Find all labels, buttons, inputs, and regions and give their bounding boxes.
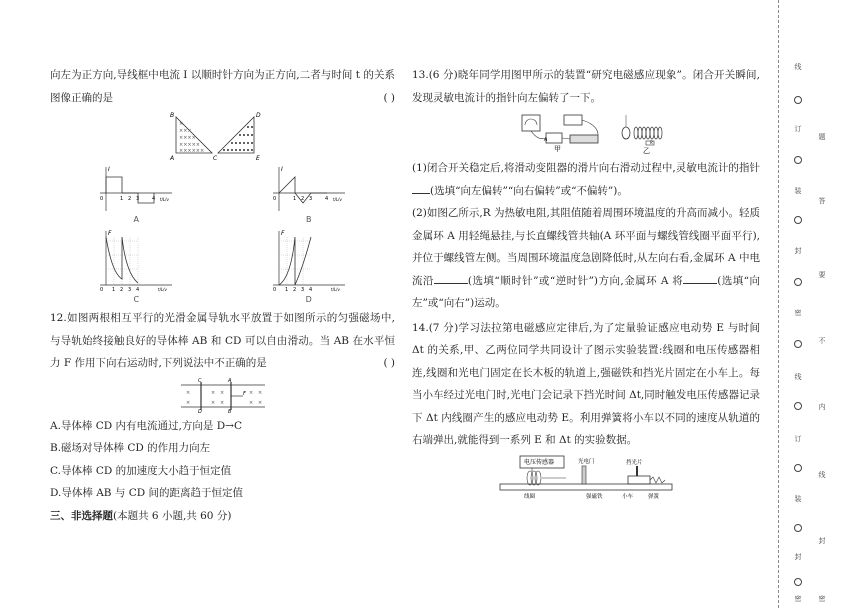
q11-bracket: ( ) [383, 91, 395, 104]
svg-text:A: A [227, 377, 231, 384]
binding-circle-icon [794, 524, 802, 532]
q12-option-d: D.导体棒 AB 与 CD 间的距离趋于恒定值 [50, 487, 243, 499]
svg-text:3: 3 [128, 287, 132, 293]
section-3-heading: 三、非选择题(本题共 6 小题,共 60 分) [50, 509, 232, 522]
q11-graph-a [96, 163, 176, 225]
q14-figure [412, 454, 760, 500]
svg-text:××××: ×××× [178, 135, 196, 141]
svg-text:弹簧: 弹簧 [648, 493, 660, 500]
svg-text:t/L/v: t/L/v [160, 197, 170, 202]
svg-text:×: × [210, 399, 215, 406]
q13-blank-1[interactable] [412, 183, 430, 194]
q12-text: 12.如图两根相互平行的光滑金属导轨水平放置于如图所示的匀强磁场中,与导轨始终接触良好的导体棒 AB 和 CD 可以自由滑动。当 AB 在水平恒力 F 作用下向右运动时,下列说法中不正确的是 ( ) [50, 307, 395, 375]
svg-text:R: R [650, 140, 653, 145]
q11-label-e: E [255, 155, 260, 161]
svg-text:×: × [210, 389, 215, 396]
svg-text:4: 4 [136, 287, 140, 293]
q12-figure [50, 377, 395, 413]
svg-text:挡光片: 挡光片 [626, 459, 643, 466]
svg-text:2: 2 [120, 287, 124, 293]
q11-graphs-row-1 [50, 163, 395, 225]
svg-text:×: × [178, 121, 183, 127]
svg-text:4: 4 [324, 196, 328, 202]
svg-text:0: 0 [100, 287, 104, 293]
binding-circle-icon [794, 96, 802, 104]
svg-text:1: 1 [120, 196, 124, 202]
q11-label-a: A [169, 155, 174, 161]
binding-circle-icon [794, 216, 802, 224]
q11-graph-c-letter: C [133, 295, 140, 304]
svg-text:×: × [257, 389, 262, 396]
svg-text:I: I [108, 166, 111, 173]
svg-text:1: 1 [292, 196, 296, 202]
svg-text:2: 2 [292, 287, 296, 293]
svg-text:D: D [197, 408, 202, 413]
svg-text:4: 4 [308, 287, 312, 293]
q14-text: 14.(7 分)学习法拉第电磁感应定律后,为了定量验证感应电动势 E 与时间 Δt 的关系,甲、乙两位同学共同设计了图示实验装置:线圈和电压传感器相连,线圈和光电门固定在长木板的轨道上,强磁铁和挡光片固定在小车上。每当小车经过光电门时,光电门会记录下挡光时间 Δt,同时触发电压传感器记录下 Δt 内线圈产生的感应电动势 E。利用弹簧将小车以不同的速度从轨道的右端弹出,就能得到一系列 E 和 Δt 的实验数据。 [412, 321, 760, 446]
left-column [50, 64, 395, 527]
binding-circle-icon [794, 340, 802, 348]
svg-text:0: 0 [272, 287, 276, 293]
q13-intro: 13.(6 分)晓年同学用图甲所示的装置“研究电磁感应现象”。闭合开关瞬间,发现灵敏电流计的指针向左偏转了一下。 [412, 69, 760, 104]
svg-text:1: 1 [112, 287, 116, 293]
warning-column: 题 答 要 不 内 线 封 密 [818, 133, 826, 603]
svg-text:强磁铁: 强磁铁 [586, 493, 603, 500]
svg-text:×××: ××× [178, 128, 192, 134]
binding-circle-icon [794, 156, 802, 164]
svg-text:B: B [227, 408, 231, 413]
svg-text:4: 4 [152, 196, 156, 202]
q11-graph-a-letter: A [133, 215, 139, 224]
svg-text:线圈: 线圈 [524, 493, 536, 500]
q11-graphs-row-2 [50, 227, 395, 305]
svg-text:1: 1 [284, 287, 288, 293]
q13-part-1: (1)闭合开关稳定后,将滑动变阻器的滑片向右滑动过程中,灵敏电流计的指针(选填“向左偏转”“向右偏转”或“不偏转”)。 [412, 162, 760, 197]
svg-text:2: 2 [128, 196, 132, 202]
svg-text:××××××: ×××××× [178, 148, 204, 154]
q13-figure [412, 111, 760, 155]
q11-label-b: B [169, 112, 174, 119]
binding-column: 线 订 装 封 密 线 订 装 封 密 [794, 63, 802, 603]
q13-blank-2[interactable] [434, 273, 468, 284]
svg-text:×: × [219, 399, 224, 406]
q11-label-c: C [212, 155, 217, 161]
svg-text:×××××: ××××× [178, 142, 200, 148]
svg-text:F: F [280, 230, 285, 237]
svg-text:F: F [242, 390, 246, 397]
binding-circle-icon [794, 402, 802, 410]
q11-figure [50, 111, 395, 161]
svg-text:光电门: 光电门 [578, 458, 595, 465]
svg-text:t/L/v: t/L/v [330, 287, 340, 292]
svg-text:3: 3 [308, 196, 312, 202]
q13-part-2: (2)如图乙所示,R 为热敏电阻,其阻值随着周围环境温度的升高而减小。轻质金属环 A 用轻绳悬挂,与长直螺线管共轴(A 环平面与螺线管线圈平面平行),并位于螺线管左侧。当周围环境温度急剧降低时,从左向右看,金属环 A 中电流沿 (选填“顺时针”或“逆时针”)方向,金属环 A 将 (选填“向左”或“向右”)运动。 [412, 207, 760, 309]
svg-text:0: 0 [272, 196, 276, 202]
svg-text:0: 0 [100, 196, 104, 202]
q12-bracket: ( ) [383, 357, 395, 369]
svg-text:×: × [185, 389, 190, 396]
right-column [412, 64, 760, 502]
q11-graph-b-letter: B [306, 215, 312, 224]
svg-text:×: × [185, 399, 190, 406]
svg-text:F: F [108, 230, 112, 237]
q11-graph-c [96, 227, 176, 305]
svg-text:×: × [248, 399, 253, 406]
svg-text:3: 3 [136, 196, 140, 202]
svg-text:t/L/v: t/L/v [158, 287, 168, 292]
binding-circle-icon [794, 464, 802, 472]
q12-option-b: B.磁场对导体棒 CD 的作用力向左 [50, 442, 211, 454]
binding-circle-icon [794, 278, 802, 286]
svg-text:2: 2 [300, 196, 304, 202]
svg-text:×: × [248, 389, 253, 396]
svg-text:×: × [257, 399, 262, 406]
q12-option-a: A.导体棒 CD 内有电流通过,方向是 D→C [50, 419, 242, 432]
q11-graph-b [269, 163, 349, 225]
q11-graph-d [269, 227, 349, 305]
q11-graph-d-letter: D [305, 295, 312, 304]
svg-text:3: 3 [300, 287, 304, 293]
q11-text: 向左为正方向,导线框中电流 I 以顺时针方向为正方向,二者与时间 t 的关系图像正确的是 ( ) [50, 64, 395, 109]
svg-text:小车: 小车 [622, 493, 634, 500]
svg-text:C: C [197, 377, 201, 384]
svg-text:A: A [544, 137, 548, 143]
svg-text:电压传感器: 电压传感器 [524, 458, 555, 466]
q13-label-yi: 乙 [643, 147, 650, 155]
svg-text:t/L/v: t/L/v [332, 197, 342, 202]
q13-label-jia: 甲 [554, 145, 561, 153]
q13-blank-3[interactable] [683, 273, 717, 284]
q11-label-d: D [255, 112, 261, 119]
svg-text:I: I [280, 166, 283, 173]
q12-option-c: C.导体棒 CD 的加速度大小趋于恒定值 [50, 464, 232, 477]
svg-text:×: × [219, 389, 224, 396]
binding-line [778, 0, 779, 608]
binding-circle-icon [794, 578, 802, 586]
